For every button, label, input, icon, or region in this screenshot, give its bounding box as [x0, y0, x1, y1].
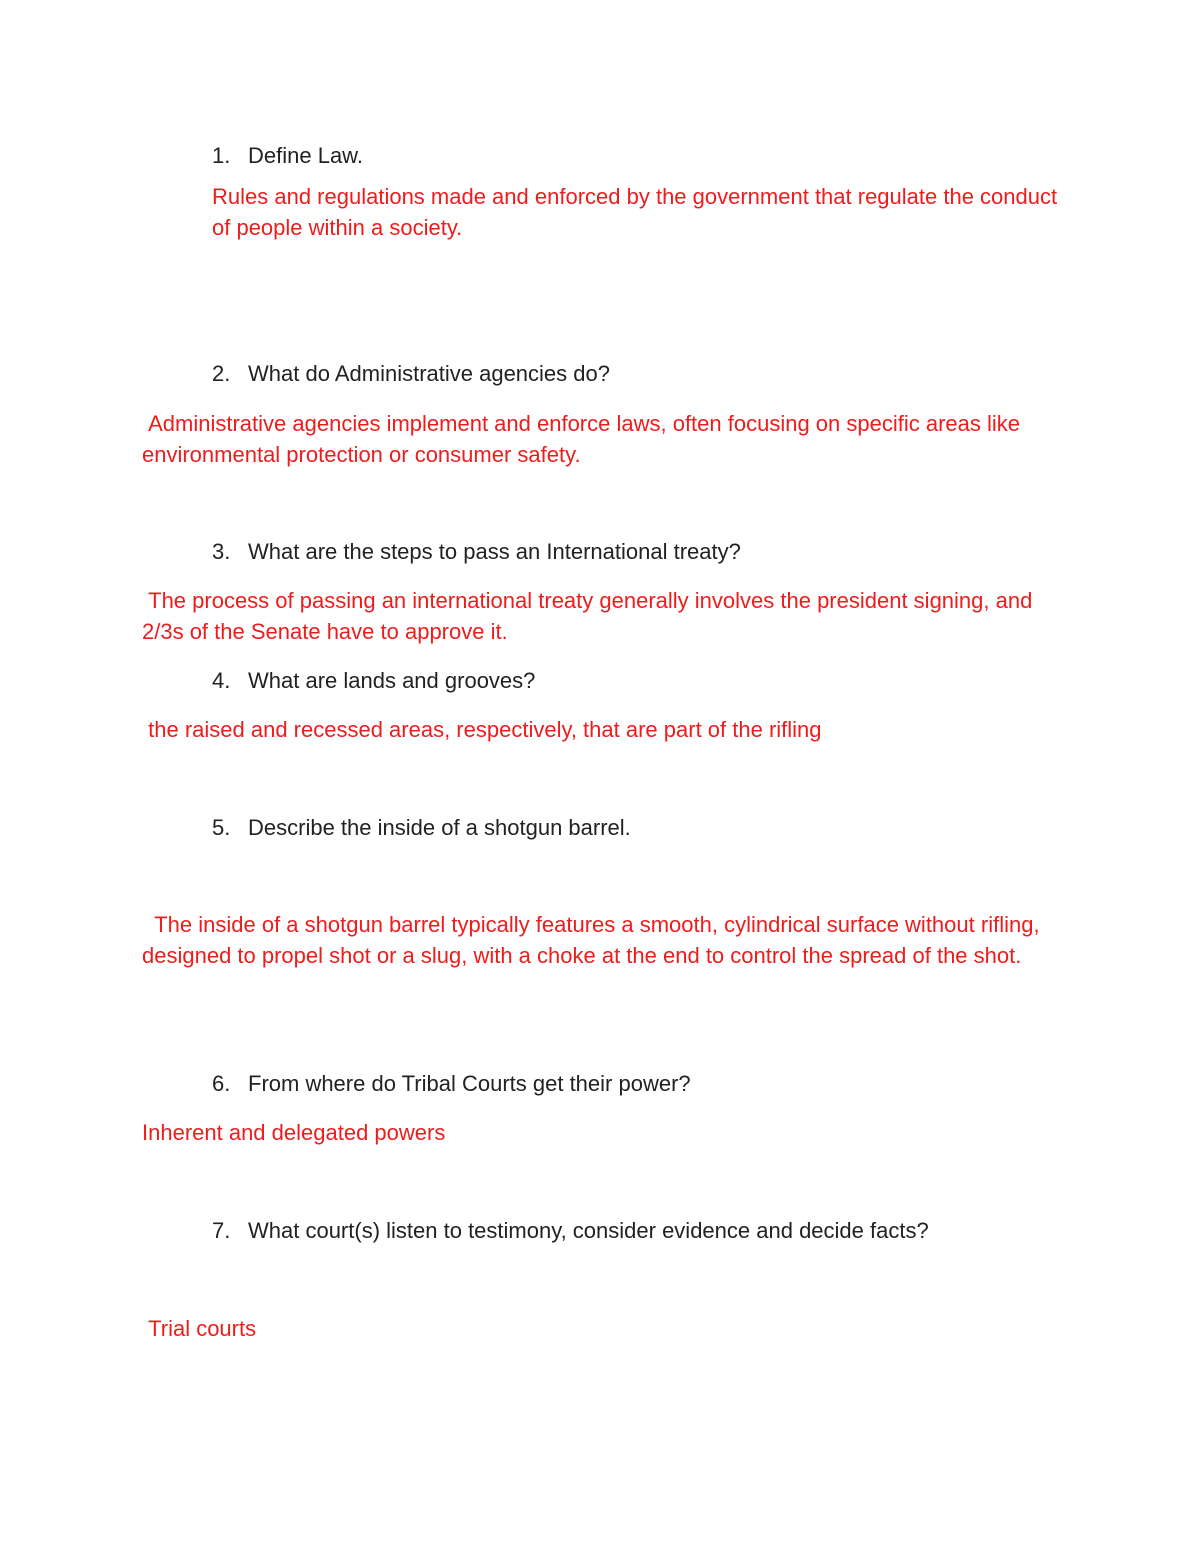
question-number: 6.: [212, 1071, 231, 1096]
answer-5: The inside of a shotgun barrel typically features a smooth, cylindrical surface without rifling, designed to propel shot or a slug, with a choke at the end to control the spread of the shot.: [142, 912, 1046, 968]
question-number: 5.: [212, 815, 231, 840]
question-number: 4.: [212, 668, 231, 693]
answer-6: Inherent and delegated powers: [142, 1120, 446, 1145]
answer-2: Administrative agencies implement and enforce laws, often focusing on specific areas like environmental protection or consumer safety.: [142, 411, 1027, 467]
question-2: [212, 358, 610, 389]
question-5: [212, 812, 631, 843]
answer-3: The process of passing an international treaty generally involves the president signing, and 2/3s of the Senate have to approve it.: [142, 588, 1039, 644]
answer-7: Trial courts: [142, 1316, 257, 1341]
question-number: 1.: [212, 143, 231, 168]
question-text: Define Law.: [248, 143, 363, 168]
question-4: [212, 665, 535, 696]
question-text: From where do Tribal Courts get their power?: [248, 1071, 691, 1096]
question-text: What court(s) listen to testimony, consider evidence and decide facts?: [248, 1218, 929, 1243]
question-number: 2.: [212, 361, 231, 386]
question-number: 7.: [212, 1218, 231, 1243]
answer-1: Rules and regulations made and enforced by the government that regulate the conduct of people within a society.: [212, 184, 1058, 240]
question-7: [212, 1215, 929, 1246]
question-3: [212, 536, 741, 567]
question-text: What are the steps to pass an International treaty?: [248, 539, 741, 564]
answer-4: the raised and recessed areas, respectively, that are part of the rifling: [142, 717, 822, 742]
question-text: What are lands and grooves?: [248, 668, 536, 693]
question-text: What do Administrative agencies do?: [248, 361, 610, 386]
question-text: Describe the inside of a shotgun barrel.: [248, 815, 631, 840]
question-number: 3.: [212, 539, 231, 564]
question-6: [212, 1068, 691, 1099]
question-1: [212, 140, 363, 171]
